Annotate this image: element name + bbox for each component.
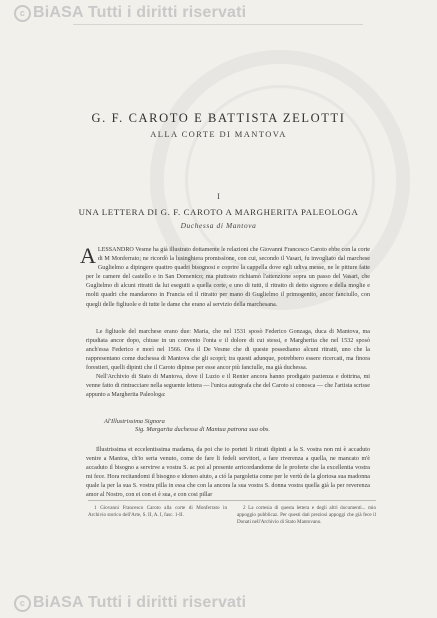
- copyright-icon: c: [14, 595, 31, 612]
- paragraph-1-text: LESSANDRO Vesme ha già illustrato dottamente le relazioni che Giovanni Francesco Caroto ebbe con la corte di M Monferrato; ne ricordò la lusinghiera promissione, con cui, secondo il Vasari, fu invogliato dal marchese Guglielmo a dipingere quattro quadri bisognosi e coprire la cappella dove egli udiva messe, ne le pitture fatte per le camere del castello e in San Domenico; ma piuttosto richiamò l'attenzione sopra un passo del Vasari, che Guglielmo di alcuni ritratti da lui eseguiti a quella corte, e uno di tutti, il ritratto di detto signore e della moglie e molti quadri che mandarono in Francia ed il ritratto per mano di Guglielmo il primogenito, ancor fanciullo, con quegli delle figliuole e di tutte le dame che erano al servizio della marchesana.: [86, 247, 370, 308]
- paragraph-2: Le figliuole del marchese erano due: Maria, che nel 1531 sposò Federico Gonzaga, duca di Mantova, ma ripudiata ancor dopo, chiuse in un convento l'onta e il dolore di cui stessi, e Margherita che nel 1532 sposò anch'essa Federico e morì nel 1566. Ora il De Vesme che di queste possediamo alcuni ritratti, uno che la rappresentano come duchessa di Mantova che gli scoprì; tra questi adunque, potrebbero essere ricercati, ma finora forestieri, quelli dipinti che il Caroto dipinse per esse ancor più fanciulle, ma già duchessa.: [86, 329, 370, 372]
- paragraph-3: Nell'Archivio di Stato di Mantova, dove il Luzio e il Renier ancora hanno prodigato pazienza e dottrina, mi venne fatto di rintracciare nella seguente lettera — l'unica autografa che del Caroto si conosca — che l'artista scrisse appunto a Margherita Paleologa:: [86, 374, 370, 399]
- letter-address: Sig. Margarita duchessa di Mantua patrona sua obs.: [135, 426, 270, 433]
- article-subtitle: ALLA CORTE DI MANTOVA: [150, 129, 287, 139]
- section-number: I: [217, 192, 220, 201]
- page-top-rule: [73, 24, 363, 29]
- section-title: UNA LETTERA DI G. F. CAROTO A MARGHERITA PALEOLOGA: [78, 207, 359, 217]
- footnote-1: 1 Giovanni Francesco Caroto alla corte di Monferrato in Archivio storico dell'Arte, S. II, A. I, fasc. 1-II.: [88, 505, 227, 519]
- watermark-bottom-text: BiASA Tutti i diritti riservati: [33, 594, 247, 611]
- copyright-icon: c: [14, 5, 31, 22]
- letter-salutation: Al'Illustrissima Signora: [104, 418, 165, 425]
- drop-cap: A: [80, 243, 96, 268]
- article-title: G. F. CAROTO E BATTISTA ZELOTTI: [91, 111, 346, 125]
- letter-text: Illustrissima et eccelentissima madama, da poi che io porteti li ritrati dipinti a la S. vostra non mi è accaduto venire a Mantoa, ch'io seria venuto, come de fare li fedeli servitori, a fare riverenza a quella, ne mancato m'è accaduto il bisogno a servirve a vostra S. ac poi al presente arricordandome de le proferte che la excellentia vostra mi fece. Hora recitandomi il bisogno e idoneo aiuto, a ció la pargoletta come per le vertù de la gloriosa sua madonna quale la per la sua S. vostra pilla in essa che con la ancora la sua vostra S. donna vostra quella già la per reverenza amor al Nostro, con ei con ei è sua, e con cosi pillar: [86, 447, 370, 499]
- watermark-bottom: [14, 594, 246, 612]
- section-subtitle: Duchessa di Mantova: [180, 221, 257, 230]
- footnote-rule: [88, 500, 376, 501]
- watermark-top-text: BiASA Tutti i diritti riservati: [33, 4, 247, 21]
- paragraph-1: [80, 243, 370, 310]
- footnote-2: 2 La cortesia di questa lettera e degli altri documenti... mio appoggio pubblicaz. Per questi dati preziosi appoggi che già fece il Donati nell'Archivio di Stato Mantovano.: [237, 505, 376, 526]
- watermark-top: [14, 4, 246, 22]
- footnotes: [88, 505, 376, 527]
